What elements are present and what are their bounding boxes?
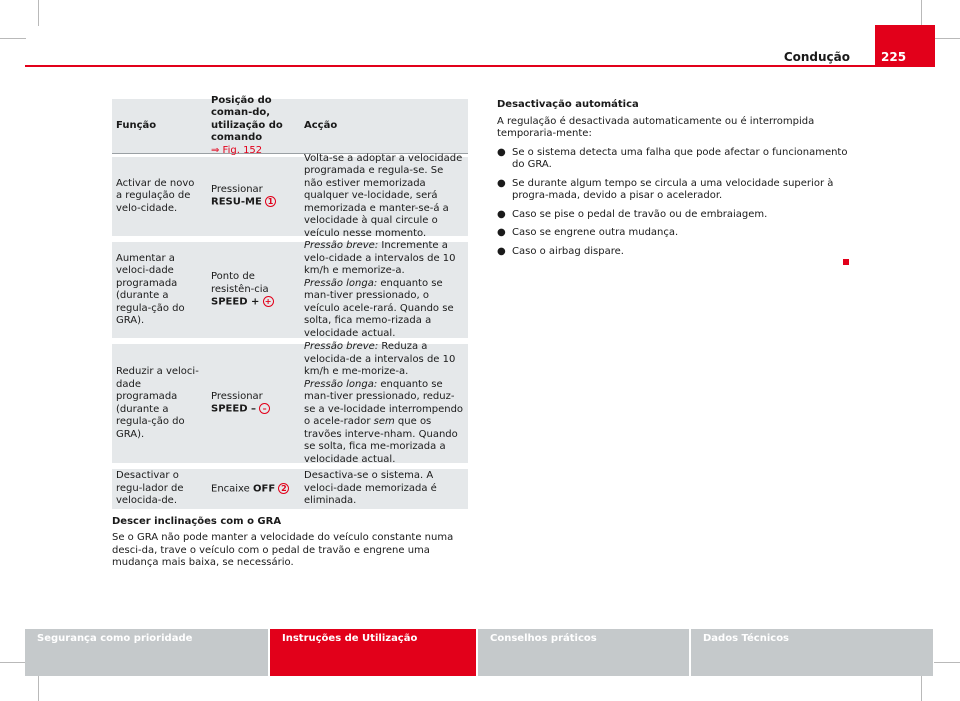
header-posicao [207,94,300,156]
crop-mark [38,0,39,26]
row-posicao-text: Encaixe [211,483,250,494]
row-funcao: Aumentar a veloci-dade programada (durante a regula-ção do GRA). [116,252,185,326]
crop-mark [38,676,39,701]
callout-number-icon: 1 [265,196,276,207]
list-item: ● Caso se pise o pedal de travão ou de embraiagem. [497,208,768,220]
bullet-icon: ● [497,146,506,158]
long-press-label: Pressão longa: [304,378,378,390]
minus-button-icon: – [259,403,270,414]
long-press-text-b: que os travões interve-nham. Quando se solta, fica me-morizada a velocidade actual. [304,416,458,465]
section-heading-descer: Descer inclinações com o GRA [112,516,282,527]
list-item: ● Caso se engrene outra mudança. [497,227,679,238]
long-press-emphasis: sem [373,416,395,427]
button-name: RESU-ME [211,196,262,208]
list-item: ● Se o sistema detecta uma falha que pode afectar o funcionamento do GRA. [497,146,848,170]
row-funcao: Desactivar o regu-lador de velocida-de. [116,470,184,507]
footer-tab-seguranca[interactable]: Segurança como prioridade [25,629,268,676]
row-posicao-text: Pressionar [211,390,263,402]
table-row [112,341,468,465]
section-end-icon [843,259,849,265]
footer-nav [25,629,935,676]
plus-button-icon: + [263,296,274,307]
crop-mark [0,38,26,39]
button-name: SPEED – [211,403,256,415]
row-posicao-text: Pressionar [211,183,263,195]
short-press-label: Pressão breve: [304,341,379,352]
crop-mark [0,662,26,663]
fig-reference-link[interactable]: ⇒ Fig. 152 [211,144,263,156]
short-press-label: Pressão breve: [304,240,379,251]
right-column [497,99,857,264]
bullet-icon: ● [497,227,506,238]
table-row [112,242,468,338]
section-heading-desactivacao: Desactivação automática [497,99,639,110]
footer-tab-instrucoes[interactable]: Instruções de Utilização [270,629,476,676]
long-press-text-a: enquanto se man-tiver pressionado, reduz-se a ve-locidade interrompendo o acele-rador [304,378,464,427]
long-press-text: enquanto se man-tiver pressionado, o veículo acele-rará. Quando se solta, fica memo-rizada a velocidade actual. [304,277,454,339]
row-posicao [207,242,300,338]
row-accao [300,242,468,338]
list-item: ● Caso o airbag dispare. [497,245,624,257]
table-row [112,152,468,239]
short-press-text: Reduza a velocida-de a intervalos de 10 km/h e me-morize-a. [304,341,456,377]
row-posicao-text: Ponto de resistên-cia [211,271,269,295]
callout-number-icon: 2 [278,483,289,494]
row-funcao: Activar de novo a regulação de velo-cidade. [116,177,195,214]
short-press-text: Incremente a velo-cidade a intervalos de 10 km/h e memorize-a. [304,240,456,276]
crop-mark [921,676,922,701]
row-posicao [207,469,300,509]
row-posicao [207,157,300,236]
crop-mark [934,38,960,39]
button-name: OFF [253,483,276,494]
header-funcao: Função [116,119,157,131]
section-text-descer: Se o GRA não pode manter a velocidade do veículo constante numa desci-da, trave o veículo com o pedal de travão e engrene uma mudança mais baixa, se necessário. [112,532,454,568]
list-item: ● Se durante algum tempo se circula a uma velocidade superior à progra-mada, devido a pisar o acelerador. [497,177,834,201]
table-row [112,469,468,509]
row-funcao: Reduzir a veloci-dade programada (durante a regula-ção do GRA). [116,366,199,440]
row-accao: Desactiva-se o sistema. A veloci-dade memorizada é eliminada. [304,470,437,507]
row-accao [300,341,468,465]
bullet-icon: ● [497,177,506,189]
header-rule [25,65,935,67]
bullet-icon: ● [497,208,506,220]
crop-mark [934,662,960,663]
chapter-title: Condução [783,50,850,64]
footer-tab-dados[interactable]: Dados Técnicos [691,629,933,676]
footer-tab-conselhos[interactable]: Conselhos práticos [478,629,689,676]
button-name: SPEED + [211,296,260,308]
header-accao: Acção [304,119,338,131]
controls-table [112,94,468,509]
header-posicao-label: Posição do coman-do, utilização do comando [211,94,283,144]
row-posicao [207,344,300,463]
long-press-label: Pressão longa: [304,277,378,289]
bullet-icon: ● [497,245,506,257]
table-header-row [112,94,468,156]
crop-mark [921,0,922,26]
section-intro: A regulação é desactivada automaticamente ou é interrompida temporaria-mente: [497,115,815,139]
row-accao: Volta-se a adoptar a velocidade programada e regula-se. Se não estiver memorizada qualquer ve-locidade, será memorizada e manter-se-á a velocidade à qual circule o veículo nesse momento. [304,152,463,239]
page-number: 225 [875,25,935,67]
